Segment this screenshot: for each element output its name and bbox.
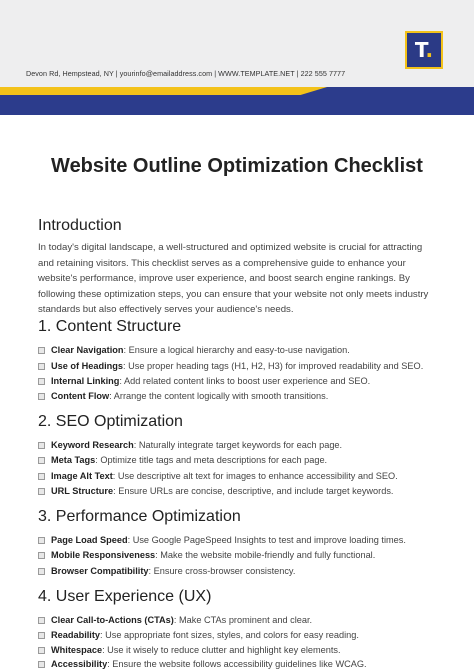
- checkbox-icon[interactable]: [38, 537, 45, 544]
- checklist-item[interactable]: Internal Linking : Add related content links to boost user experience and SEO.: [38, 376, 370, 386]
- template-logo: [405, 31, 443, 69]
- checklist-item[interactable]: Clear Call-to-Actions (CTAs) : Make CTAs prominent and clear.: [38, 615, 312, 625]
- checkbox-icon[interactable]: [38, 568, 45, 575]
- checklist-item[interactable]: Meta Tags : Optimize title tags and meta descriptions for each page.: [38, 455, 327, 465]
- section-heading-seo-optimization: 2. SEO Optimization: [38, 413, 183, 430]
- section-heading-content-structure: 1. Content Structure: [38, 318, 182, 335]
- checklist-item[interactable]: Mobile Responsiveness : Make the website mobile-friendly and fully functional.: [38, 550, 375, 560]
- checklist-item[interactable]: Image Alt Text : Use descriptive alt text for images to enhance accessibility and SEO.: [38, 471, 398, 481]
- intro-paragraph: In today's digital landscape, a well-structured and optimized website is crucial for attracting and retaining visitors. This checklist serves as a comprehensive guide to enhance your website's performance, improve user experience, and boost search engine rankings. By following these optimization steps, you can ensure that your website not only meets industry standards but also effectively serves your audience's needs.: [38, 242, 429, 316]
- checkbox-icon[interactable]: [38, 661, 45, 668]
- checkbox-icon[interactable]: [38, 488, 45, 495]
- page-header: [0, 0, 474, 88]
- checklist-item[interactable]: Readability : Use appropriate font sizes, styles, and colors for easy reading.: [38, 630, 359, 640]
- checklist-item[interactable]: Use of Headings : Use proper heading tags (H1, H2, H3) for improved readability and SEO.: [38, 361, 423, 371]
- checkbox-icon[interactable]: [38, 632, 45, 639]
- checkbox-icon[interactable]: [38, 647, 45, 654]
- checklist-item[interactable]: Keyword Research : Naturally integrate target keywords for each page.: [38, 440, 342, 450]
- checkbox-icon[interactable]: [38, 393, 45, 400]
- section-heading-performance-optimization: 3. Performance Optimization: [38, 508, 241, 525]
- checkbox-icon[interactable]: [38, 473, 45, 480]
- checkbox-icon[interactable]: [38, 363, 45, 370]
- section-heading-user-experience: 4. User Experience (UX): [38, 588, 212, 605]
- logo-letter: T: [414, 38, 426, 62]
- checkbox-icon[interactable]: [38, 552, 45, 559]
- document-title: Website Outline Optimization Checklist: [51, 155, 423, 177]
- checklist-item[interactable]: Content Flow : Arrange the content logically with smooth transitions.: [38, 391, 328, 401]
- checkbox-icon[interactable]: [38, 347, 45, 354]
- checklist-item[interactable]: Accessibility : Ensure the website follows accessibility guidelines like WCAG.: [38, 659, 367, 669]
- checklist-item[interactable]: Clear Navigation : Ensure a logical hierarchy and easy-to-use navigation.: [38, 345, 350, 355]
- contact-line: Devon Rd, Hempstead, NY | yourinfo@emailaddress.com | WWW.TEMPLATE.NET | 222 555 7777: [26, 69, 346, 78]
- checklist-item[interactable]: Browser Compatibility : Ensure cross-browser consistency.: [38, 566, 295, 576]
- blue-band: [0, 95, 474, 115]
- checkbox-icon[interactable]: [38, 378, 45, 385]
- checkbox-icon[interactable]: [38, 617, 45, 624]
- logo-dot: .: [425, 38, 434, 62]
- checklist-item[interactable]: URL Structure : Ensure URLs are concise, descriptive, and include target keywords.: [38, 486, 393, 496]
- checklist-item[interactable]: Whitespace : Use it wisely to reduce clutter and highlight key elements.: [38, 645, 341, 655]
- checkbox-icon[interactable]: [38, 457, 45, 464]
- checklist-item[interactable]: Page Load Speed : Use Google PageSpeed Insights to test and improve loading times.: [38, 535, 406, 545]
- intro-heading: Introduction: [38, 217, 122, 234]
- checkbox-icon[interactable]: [38, 442, 45, 449]
